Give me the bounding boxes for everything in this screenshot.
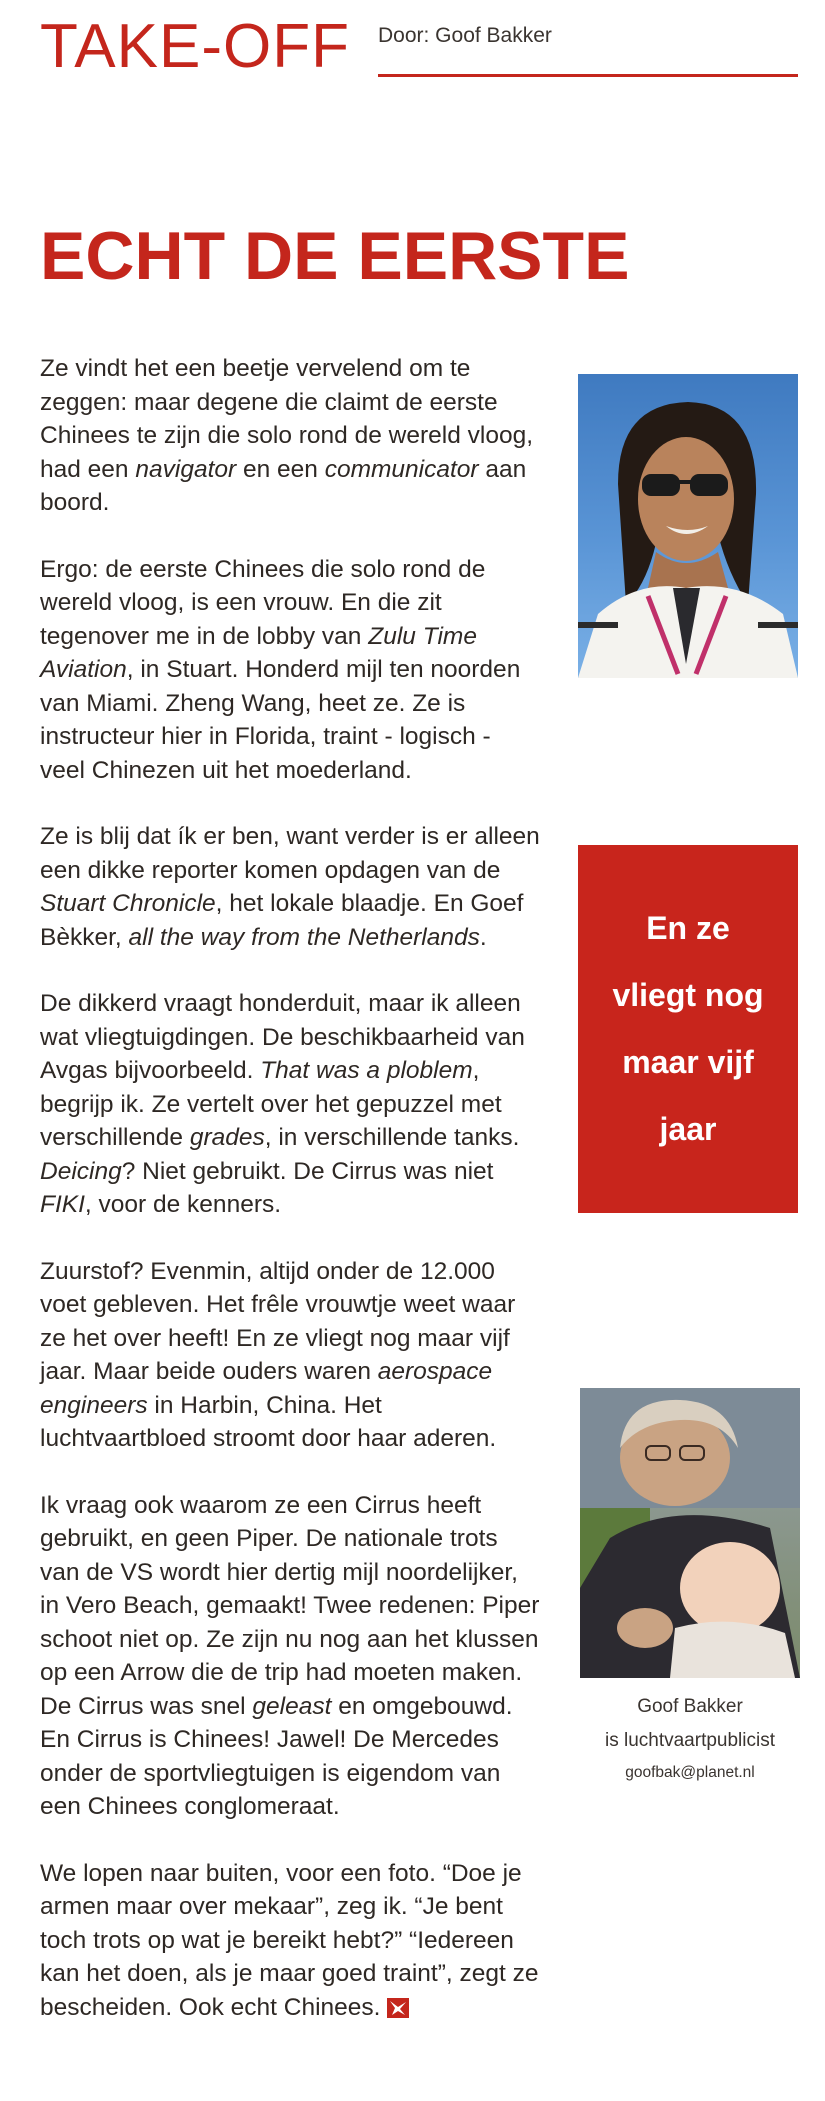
- author-photo: [580, 1388, 800, 1678]
- paragraph-text: De dikkerd vraagt honderduit, maar ik alleen wat vliegtuigdingen. De beschikbaarheid van Avgas bijvoorbeeld.: [40, 990, 525, 1084]
- byline: Door: Goof Bakker: [378, 24, 552, 47]
- italic-text: Stuart Chronicle: [40, 890, 216, 917]
- article-paragraph: [40, 1857, 540, 2025]
- paragraph-text: Ze vindt het een beetje vervelend om te zeggen: maar degene die claimt de eerste Chinees te zijn die solo rond de wereld vloog, had een: [40, 355, 534, 483]
- paragraph-text: .: [479, 923, 487, 951]
- paragraph-text: , in Stuart. Honderd mijl ten noorden van Miami. Zheng Wang, heet ze. Ze is instructeur hier in Florida, traint - logisch - veel Chinezen uit het moederland.: [40, 656, 521, 784]
- author-name: Goof Bakker: [637, 1696, 743, 1717]
- italic-text: all the way from the Netherlands: [128, 923, 480, 951]
- pilot-photo-illustration: [578, 374, 798, 678]
- paragraph-text: ? Niet gebruikt. De Cirrus was niet: [121, 1157, 494, 1185]
- pull-quote-line: vliegt nog: [612, 977, 764, 1013]
- paragraph-text: , begrijp ik. Ze vertelt over het gepuzzel met verschillende: [40, 1057, 502, 1151]
- paragraph-text: Zuurstof? Evenmin, altijd onder de 12.000 voet gebleven. Het frêle vrouwtje weet waar ze het over heeft! En ze vliegt nog maar vijf jaar. Maar beide ouders waren: [40, 1257, 516, 1385]
- article-paragraph: [40, 987, 540, 1222]
- italic-text: geleast: [252, 1692, 332, 1720]
- author-email: goofbak@planet.nl: [625, 1764, 755, 1781]
- paragraph-text: We lopen naar buiten, voor een foto. “Doe je armen maar over mekaar”, zeg ik. “Je bent toch trots op wat je bereikt hebt?” “Iedereen kan het doen, als je maar goed traint”, zegt ze bescheiden. Ook echt Chinees.: [40, 1859, 539, 2021]
- article-paragraph: [40, 1255, 540, 1456]
- pilot-photo: [578, 374, 798, 678]
- article-paragraph: [40, 553, 540, 788]
- italic-text: grades: [189, 1124, 265, 1151]
- paragraph-text: , in verschillende tanks.: [264, 1124, 520, 1151]
- pull-quote-line: jaar: [659, 1111, 717, 1147]
- article-paragraph: [40, 352, 540, 520]
- italic-text: communicator: [324, 455, 479, 483]
- paragraph-text: in Harbin, China. Het luchtvaartbloed stroomt door haar aderen.: [40, 1391, 497, 1452]
- paragraph-text: en omgebouwd. En Cirrus is Chinees! Jawel! De Mercedes onder de sportvliegtuigen is eigendom van een Chinees conglomeraat.: [40, 1692, 513, 1820]
- pull-quote-line: maar vijf: [622, 1044, 754, 1080]
- byline-rule: [378, 74, 798, 77]
- italic-text: FIKI: [40, 1191, 85, 1218]
- pull-quote-line: En ze: [646, 910, 730, 946]
- pull-quote-box: [578, 845, 798, 1213]
- italic-text: Zulu Time Aviation: [40, 622, 477, 683]
- italic-text: navigator: [135, 455, 237, 483]
- article-headline: ECHT DE EERSTE: [40, 218, 630, 294]
- article-paragraph: [40, 1489, 540, 1824]
- author-photo-illustration: [580, 1388, 800, 1678]
- paragraph-text: Ik vraag ook waarom ze een Cirrus heeft gebruikt, en geen Piper. De nationale trots van de VS wordt hier dertig mijl noordelijker, in Vero Beach, gemaakt! Twee redenen: Piper schoot niet op. Ze zijn nu nog aan het klussen op een Arrow die de trip had moeten maken. De Cirrus was snel: [40, 1491, 540, 1720]
- article-body: [40, 352, 540, 2057]
- article-paragraph: [40, 820, 540, 954]
- italic-text: That was a ploblem: [260, 1057, 473, 1084]
- pull-quote-text: [598, 895, 778, 1163]
- italic-text: aerospace engineers: [40, 1358, 493, 1419]
- author-caption: [580, 1690, 800, 1788]
- paragraph-text: en een: [236, 455, 325, 483]
- plane-end-mark-icon: [387, 1998, 409, 2018]
- italic-text: Deicing: [40, 1157, 122, 1185]
- paragraph-text: , voor de kenners.: [84, 1191, 282, 1218]
- author-role: is luchtvaartpublicist: [604, 1730, 776, 1751]
- paragraph-text: , het lokale blaadje. En Goef Bèkker,: [40, 890, 524, 951]
- paragraph-text: Ze is blij dat ík er ben, want verder is er alleen een dikke reporter komen opdagen van de: [40, 823, 540, 884]
- section-title: TAKE-OFF: [40, 12, 350, 81]
- paragraph-text: aan boord.: [40, 455, 527, 516]
- paragraph-text: Ergo: de eerste Chinees die solo rond de wereld vloog, is een vrouw. En die zit tegenover me in de lobby van: [40, 555, 486, 650]
